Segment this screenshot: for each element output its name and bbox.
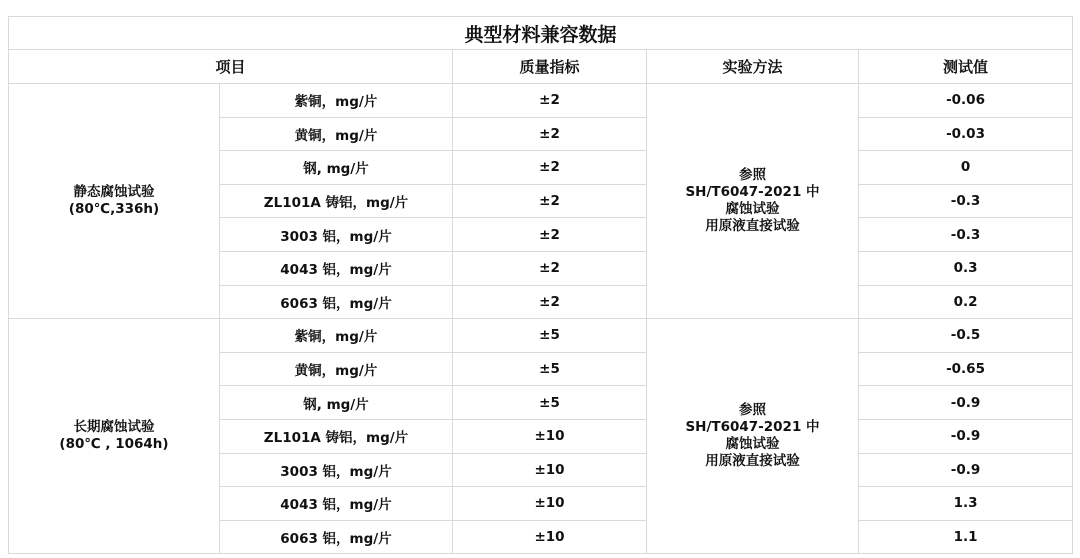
header-quality: 质量指标 [453,50,647,84]
table-row [9,84,1073,118]
header-value: 测试值 [859,50,1073,84]
table-title: 典型材料兼容数据 [9,17,1073,50]
material-compatibility-table [8,16,1073,554]
value-cell: 0 [859,151,1073,185]
header-item: 项目 [9,50,453,84]
item-cell: 钢, mg/片 [220,386,453,420]
value-cell: -0.03 [859,117,1073,151]
item-cell: 6063 铝，mg/片 [220,520,453,554]
quality-cell: ±2 [453,251,647,285]
test-group-label [9,84,220,319]
value-cell: 1.3 [859,487,1073,521]
method-line: 腐蚀试验 [725,436,780,453]
item-cell: 4043 铝，mg/片 [220,487,453,521]
data-table-container [8,16,1072,554]
value-cell: 1.1 [859,520,1073,554]
quality-cell: ±10 [453,520,647,554]
quality-cell: ±10 [453,419,647,453]
quality-cell: ±2 [453,84,647,118]
test-group-name: 静态腐蚀试验 [73,184,155,201]
quality-cell: ±5 [453,386,647,420]
header-method: 实验方法 [647,50,859,84]
quality-cell: ±2 [453,218,647,252]
method-line: 参照 [739,167,766,184]
item-cell: 4043 铝，mg/片 [220,251,453,285]
test-group-conditions: (80℃,336h) [68,201,160,218]
quality-cell: ±2 [453,151,647,185]
quality-cell: ±5 [453,319,647,353]
test-group-name: 长期腐蚀试验 [73,419,155,436]
quality-cell: ±2 [453,285,647,319]
table-row [9,319,1073,353]
item-cell: 钢, mg/片 [220,151,453,185]
item-cell: 3003 铝，mg/片 [220,453,453,487]
value-cell: 0.3 [859,251,1073,285]
method-line: 用原液直接试验 [705,453,800,470]
item-cell: ZL101A 铸铝，mg/片 [220,419,453,453]
quality-cell: ±10 [453,487,647,521]
item-cell: 紫铜，mg/片 [220,84,453,118]
item-cell: 6063 铝，mg/片 [220,285,453,319]
quality-cell: ±5 [453,352,647,386]
value-cell: -0.9 [859,419,1073,453]
method-line: 用原液直接试验 [705,218,800,235]
method-line: SH/T6047-2021 中 [685,184,820,201]
item-cell: 黄铜，mg/片 [220,352,453,386]
item-cell: 黄铜，mg/片 [220,117,453,151]
item-cell: 3003 铝，mg/片 [220,218,453,252]
test-group-conditions: (80℃ , 1064h) [59,436,169,453]
quality-cell: ±2 [453,117,647,151]
value-cell: -0.06 [859,84,1073,118]
method-line: 参照 [739,402,766,419]
method-line: 腐蚀试验 [725,201,780,218]
value-cell: -0.9 [859,453,1073,487]
quality-cell: ±2 [453,184,647,218]
method-line: SH/T6047-2021 中 [685,419,820,436]
test-group-label [9,319,220,554]
item-cell: 紫铜，mg/片 [220,319,453,353]
quality-cell: ±10 [453,453,647,487]
value-cell: -0.9 [859,386,1073,420]
method-cell [647,84,859,319]
value-cell: -0.3 [859,184,1073,218]
value-cell: 0.2 [859,285,1073,319]
method-cell [647,319,859,554]
value-cell: -0.5 [859,319,1073,353]
value-cell: -0.3 [859,218,1073,252]
value-cell: -0.65 [859,352,1073,386]
item-cell: ZL101A 铸铝，mg/片 [220,184,453,218]
